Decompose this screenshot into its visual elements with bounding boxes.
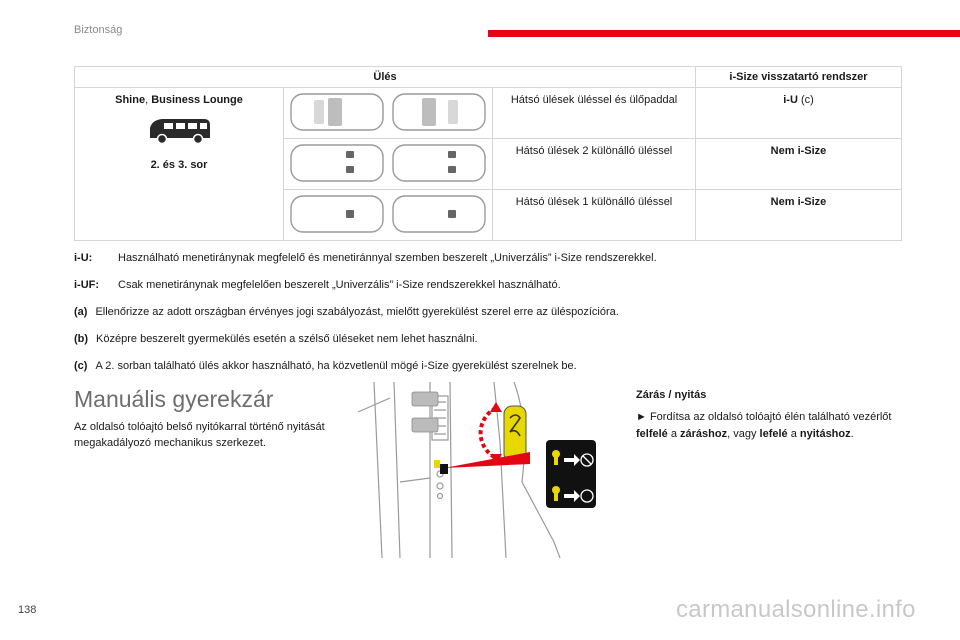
watermark: carmanualsonline.info <box>676 596 916 623</box>
row-desc: Hátsó ülések 1 különálló üléssel <box>493 190 696 241</box>
lock-instructions-title: Zárás / nyitás <box>636 389 707 401</box>
trim-2: Business Lounge <box>151 94 243 106</box>
instr-bold: nyitáshoz <box>799 428 851 440</box>
lock-instructions-text <box>636 409 896 443</box>
col-header-system: i-Size visszatartó rendszer <box>696 67 902 88</box>
footnotes <box>74 251 904 386</box>
vehicle-group-cell <box>75 88 284 241</box>
footnote-text: A 2. sorban található ülés akkor használható, ha közvetlenül mögé i-Size gyerekülést szerelnek be. <box>95 360 577 372</box>
footnote-key: (b) <box>74 333 89 345</box>
page-number: 138 <box>18 604 37 616</box>
row-class <box>696 139 902 190</box>
instr-bold: felfelé <box>636 428 668 440</box>
seat-diagram-bench-icon <box>288 90 488 134</box>
row-class-value: Nem i-Size <box>770 145 827 157</box>
trim-1: Shine <box>115 94 146 106</box>
row-class-value: i-U <box>783 94 798 106</box>
instr-part: , vagy <box>727 428 760 440</box>
instr-part: . <box>850 428 854 440</box>
instr-part: a <box>787 428 800 440</box>
row-class <box>696 88 902 139</box>
seat-table <box>74 66 902 241</box>
footnote <box>74 359 904 373</box>
footnote-key: i-U: <box>74 252 93 264</box>
footnote-key: (a) <box>74 306 88 318</box>
footnote-text: Ellenőrizze az adott országban érvényes jogi szabályozást, mielőtt gyerekülést szerel erre az üléspozícióra. <box>95 306 619 318</box>
instr-bold: záráshoz <box>680 428 728 440</box>
table-row <box>75 88 902 139</box>
row-label: 2. és 3. sor <box>150 159 208 171</box>
instr-part: a <box>667 428 681 440</box>
footnote <box>74 305 904 319</box>
seat-diagram-cell-2 <box>284 139 493 190</box>
footnote-text: Középre beszerelt gyermekülés esetén a szélső üléseket nem lehet használni. <box>96 333 478 345</box>
seat-diagram-one-seat-icon <box>288 192 488 236</box>
row-class <box>696 190 902 241</box>
footnote-text: Használható menetiránynak megfelelő és menetiránnyal szemben beszerelt „Univerzális” i-Size rendszerekkel. <box>118 252 657 264</box>
trim-separator: , <box>145 94 152 106</box>
row-class-note: (c) <box>797 94 814 106</box>
footnote <box>74 332 904 346</box>
footnote-key: i-UF: <box>74 279 100 291</box>
row-class-value: Nem i-Size <box>770 196 827 208</box>
header-accent-bar <box>488 30 960 37</box>
footnote-text: Csak menetiránynak megfelelően beszerelt „Univerzális” i-Size rendszerekkel használható. <box>118 279 561 291</box>
seat-diagram-two-seats-icon <box>288 141 488 185</box>
seat-diagram-cell-3 <box>284 190 493 241</box>
child-lock-illustration <box>354 382 606 558</box>
instr-bold: lefelé <box>759 428 788 440</box>
footnote-key: (c) <box>74 360 88 372</box>
row-desc: Hátsó ülések 2 különálló üléssel <box>493 139 696 190</box>
footnote <box>74 278 904 292</box>
instr-part: ► Fordítsa az oldalsó tolóajtó élén található vezérlőt <box>636 411 892 423</box>
section-text: Az oldalsó tolóajtó belső nyitókarral történő nyitását megakadályozó mechanikus szerkezet. <box>74 421 325 449</box>
footnote <box>74 251 904 265</box>
col-header-seat: Ülés <box>75 67 696 88</box>
section-title: Manuális gyerekzár <box>74 386 274 412</box>
seat-diagram-cell-1 <box>284 88 493 139</box>
van-icon <box>144 116 214 146</box>
header-section-title: Biztonság <box>74 24 123 36</box>
table-header-row <box>75 67 902 88</box>
trim-names <box>76 94 282 106</box>
row-desc: Hátsó ülések üléssel és ülőpaddal <box>493 88 696 139</box>
